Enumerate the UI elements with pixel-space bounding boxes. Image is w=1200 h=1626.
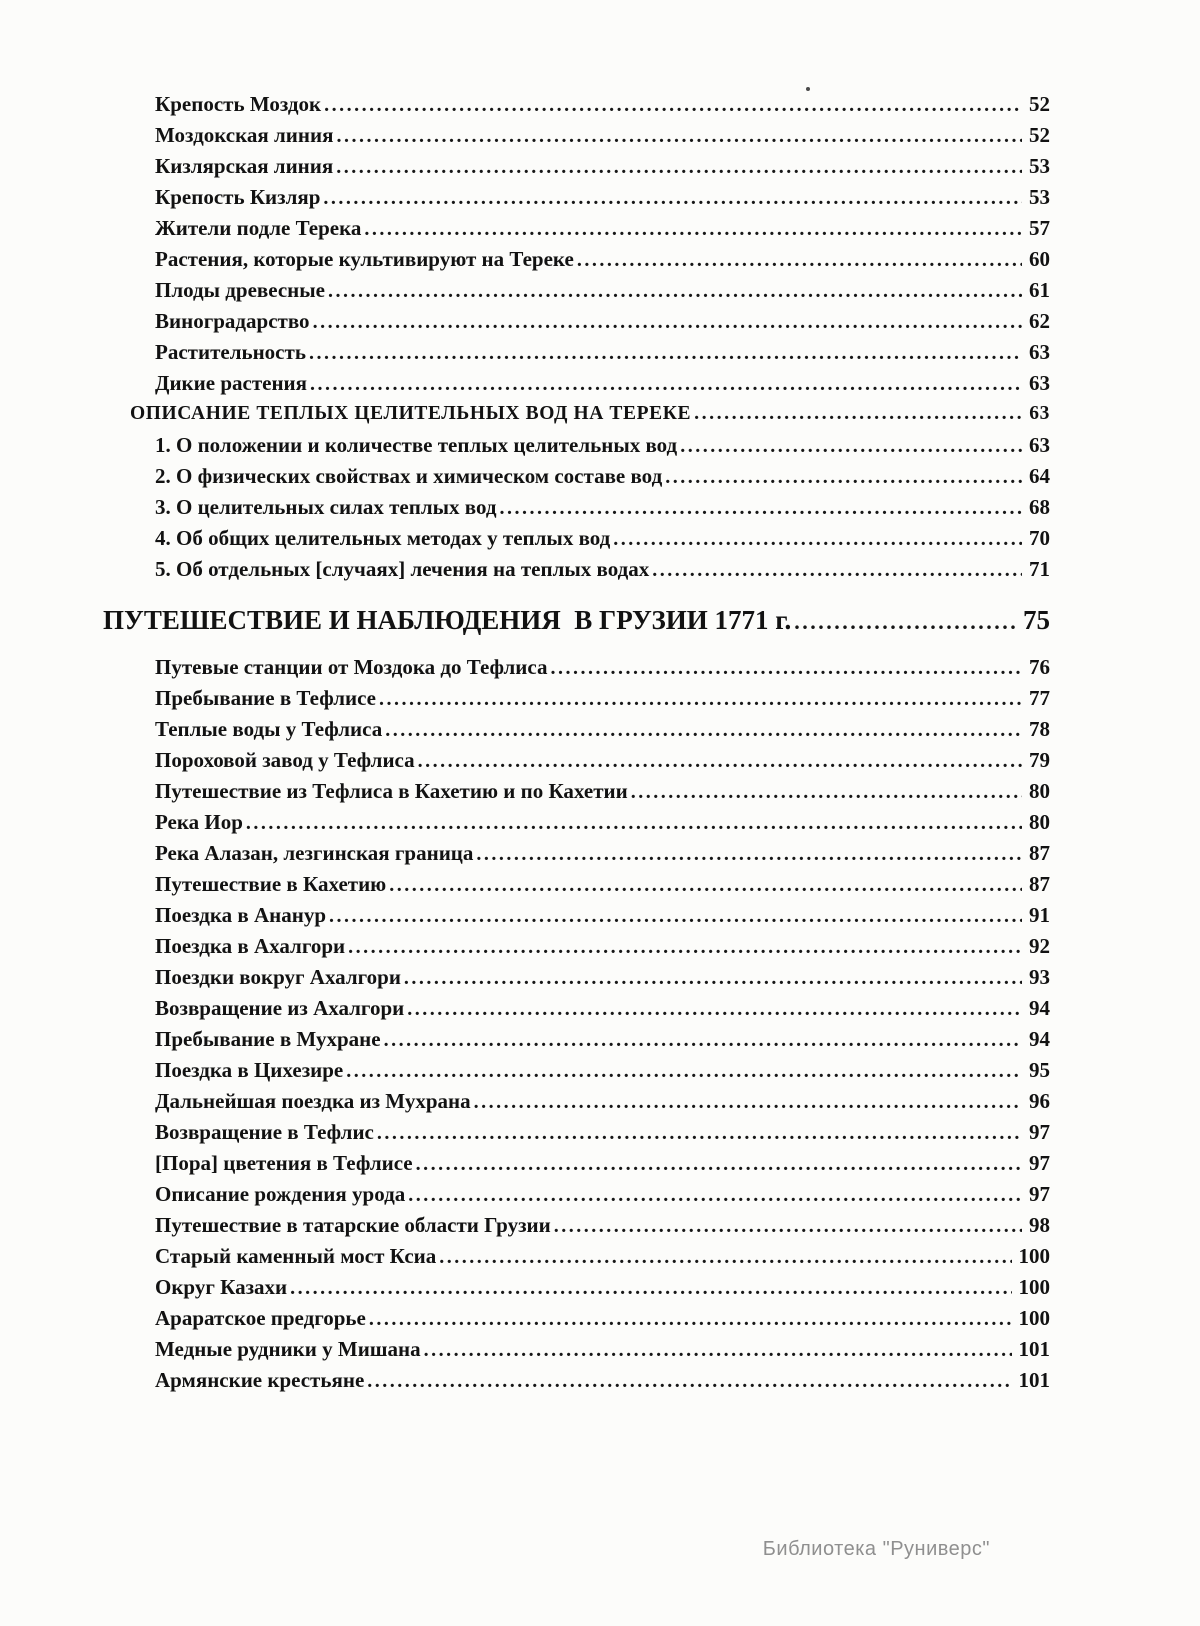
toc-entry [103, 965, 1050, 996]
toc-entry-page: 62 [1029, 309, 1050, 333]
toc-entry [103, 278, 1050, 309]
toc-entry-label: 5. Об отдельных [случаях] лечения на теплых водах [155, 557, 650, 581]
toc-entry-label: Путешествие в Кахетию [155, 872, 387, 896]
toc-entry [103, 309, 1050, 340]
toc-entry [103, 371, 1050, 402]
toc-entry-label: Армянские крестьяне [155, 1368, 365, 1392]
toc-entry-label: [Пора] цветения в Тефлисе [155, 1151, 413, 1175]
toc-entry-page: 76 [1029, 655, 1050, 679]
dot-leader [367, 1368, 1011, 1393]
toc-entry-page: 94 [1029, 1027, 1050, 1051]
toc-entry-page: 52 [1029, 123, 1050, 147]
dot-leader [694, 402, 1022, 425]
toc-entry-label: Поездка в Ахалгори [155, 934, 346, 958]
toc-entry-page: 80 [1029, 810, 1050, 834]
toc-entry-label: 1. О положении и количестве теплых целительных вод [155, 433, 678, 457]
toc-entry-label: Плоды древесные [155, 278, 325, 302]
dot-leader [346, 1058, 1022, 1083]
dot-leader [336, 154, 1022, 179]
toc-entry-label: Дикие растения [155, 371, 308, 395]
toc-entry-label: Медные рудники у Мишана [155, 1337, 421, 1361]
dot-leader [246, 810, 1022, 835]
dot-leader [369, 1306, 1012, 1331]
toc-entry [103, 495, 1050, 526]
toc-entry-page: 79 [1029, 748, 1050, 772]
dot-leader [439, 1244, 1011, 1269]
toc-entry-page: 100 [1018, 1244, 1050, 1268]
toc-entry [103, 1089, 1050, 1120]
toc-entry-page: 98 [1029, 1213, 1050, 1237]
toc-entry-label: Путешествие из Тефлиса в Кахетию и по Кахетии [155, 779, 628, 803]
dot-leader [404, 965, 1022, 990]
dot-leader [680, 433, 1022, 458]
toc-entry-label: Растения, которые культивируют на Тереке [155, 247, 574, 271]
dot-leader [364, 216, 1022, 241]
toc-entry-label: ПУТЕШЕСТВИЕ И НАБЛЮДЕНИЯ В ГРУЗИИ 1771 г. [103, 605, 792, 635]
toc-entry-label: 3. О целительных силах теплых вод [155, 495, 497, 519]
toc-entry-page: 52 [1029, 92, 1050, 116]
toc-entry [103, 1151, 1050, 1182]
toc-entry [103, 1182, 1050, 1213]
toc-entry-page: 101 [1018, 1368, 1050, 1392]
dot-leader [474, 1089, 1022, 1114]
toc-chapter-heading [103, 605, 1050, 636]
toc-entry-page: 57 [1029, 216, 1050, 240]
toc-entry-label: Пребывание в Мухране [155, 1027, 381, 1051]
dot-leader [323, 185, 1022, 210]
toc-entry [103, 996, 1050, 1027]
dot-leader [329, 903, 1022, 928]
dot-leader [613, 526, 1022, 551]
toc-entry-label: Река Иор [155, 810, 243, 834]
toc-entry [103, 748, 1050, 779]
dot-leader [554, 1213, 1022, 1238]
toc-entry-page: 95 [1029, 1058, 1050, 1082]
toc-entry-label: Река Алазан, лезгинская граница [155, 841, 474, 865]
toc-entry [103, 1306, 1050, 1337]
toc-entry-label: 2. О физических свойствах и химическом составе вод [155, 464, 663, 488]
toc-entry-page: 101 [1018, 1337, 1050, 1361]
dot-leader [328, 278, 1022, 303]
dot-leader [418, 748, 1022, 773]
toc-entry [103, 1244, 1050, 1275]
toc-entry [103, 464, 1050, 495]
toc-entry-label: Жители подле Терека [155, 216, 362, 240]
toc-entry-page: 92 [1029, 934, 1050, 958]
dot-leader [313, 309, 1022, 334]
toc-entry [103, 903, 1050, 934]
toc-entry [103, 433, 1050, 464]
toc-section-heading [103, 402, 1050, 433]
toc-entry-label: Виноградарство [155, 309, 310, 333]
toc-entry-label: ОПИСАНИЕ ТЕПЛЫХ ЦЕЛИТЕЛЬНЫХ ВОД НА ТЕРЕКЕ [130, 403, 692, 424]
dot-leader [384, 1027, 1022, 1052]
dot-leader [577, 247, 1022, 272]
toc-entry [103, 934, 1050, 965]
dot-leader [652, 557, 1022, 582]
toc-entry-label: Путешествие в татарские области Грузии [155, 1213, 551, 1237]
toc-entry-label: Кизлярская линия [155, 154, 334, 178]
toc-entry-page: 61 [1029, 278, 1050, 302]
dot-leader [309, 340, 1022, 365]
dot-leader [416, 1151, 1022, 1176]
toc-entry-page: 91 [1029, 903, 1050, 927]
toc-entry [103, 1058, 1050, 1089]
dot-leader [500, 495, 1023, 520]
dot-leader [379, 686, 1022, 711]
toc-entry-label: Округ Казахи [155, 1275, 288, 1299]
toc-entry-label: Поездка в Цихезире [155, 1058, 344, 1082]
toc-entry-page: 96 [1029, 1089, 1050, 1113]
dot-leader [551, 655, 1023, 680]
toc-entry-page: 60 [1029, 247, 1050, 271]
toc-entry-page: 68 [1029, 495, 1050, 519]
toc-entry-page: 97 [1029, 1120, 1050, 1144]
dot-leader [336, 123, 1022, 148]
toc-entry [103, 1120, 1050, 1151]
toc-entry [103, 841, 1050, 872]
toc-entry-label: Араратское предгорье [155, 1306, 366, 1330]
toc-entry [103, 655, 1050, 686]
toc-entry-page: 77 [1029, 686, 1050, 710]
toc-entry-label: Моздокская линия [155, 123, 334, 147]
toc-entry-page: 80 [1029, 779, 1050, 803]
toc-entry [103, 92, 1050, 123]
dot-leader [665, 464, 1022, 489]
dot-leader [794, 605, 1016, 636]
toc-entry [103, 557, 1050, 588]
toc-entry [103, 247, 1050, 278]
toc-entry-page: 64 [1029, 464, 1050, 488]
toc-entry-page: 63 [1029, 340, 1050, 364]
toc-entry-label: Пребывание в Тефлисе [155, 686, 377, 710]
toc-entry-label: Описание рождения урода [155, 1182, 406, 1206]
toc-entry [103, 872, 1050, 903]
toc-entry [103, 340, 1050, 371]
dot-leader [631, 779, 1022, 804]
toc-entry [103, 779, 1050, 810]
toc-entry-page: 100 [1018, 1275, 1050, 1299]
dot-leader [476, 841, 1022, 866]
toc-entry [103, 1213, 1050, 1244]
toc-entry-label: Поездки вокруг Ахалгори [155, 965, 401, 989]
toc-entry-page: 63 [1029, 433, 1050, 457]
dot-leader [424, 1337, 1012, 1362]
toc-entry [103, 1368, 1050, 1399]
toc-entry-page: 70 [1029, 526, 1050, 550]
dot-leader [310, 371, 1022, 396]
toc-entry-label: Теплые воды у Тефлиса [155, 717, 383, 741]
toc-entry-page: 63 [1029, 371, 1050, 395]
toc-entry-page: 75 [1023, 605, 1050, 635]
toc-entry-page: 71 [1029, 557, 1050, 581]
toc-entry-page: 87 [1029, 841, 1050, 865]
toc-entry-label: Крепость Кизляр [155, 185, 321, 209]
toc-entry-page: 93 [1029, 965, 1050, 989]
toc-entry-page: 53 [1029, 154, 1050, 178]
toc-entry [103, 717, 1050, 748]
table-of-contents [103, 92, 1050, 1399]
dot-leader [290, 1275, 1011, 1300]
toc-entry-page: 94 [1029, 996, 1050, 1020]
toc-entry-page: 87 [1029, 872, 1050, 896]
toc-entry [103, 154, 1050, 185]
toc-entry [103, 216, 1050, 247]
toc-entry-label: Путевые станции от Моздока до Тефлиса [155, 655, 548, 679]
dot-leader [385, 717, 1022, 742]
toc-entry [103, 123, 1050, 154]
toc-entry [103, 810, 1050, 841]
dot-leader [348, 934, 1022, 959]
toc-entry [103, 1027, 1050, 1058]
dot-leader [389, 872, 1022, 897]
toc-entry [103, 1337, 1050, 1368]
dot-leader [407, 996, 1022, 1021]
toc-entry-page: 97 [1029, 1151, 1050, 1175]
toc-entry-label: Возвращение в Тефлис [155, 1120, 374, 1144]
toc-entry-label: Возвращение из Ахалгори [155, 996, 405, 1020]
toc-entry-page: 78 [1029, 717, 1050, 741]
toc-entry-page: 100 [1018, 1306, 1050, 1330]
toc-entry-page: 53 [1029, 185, 1050, 209]
dot-leader [377, 1120, 1022, 1145]
toc-entry [103, 686, 1050, 717]
scan-artifact-dot [806, 87, 810, 91]
library-watermark: Библиотека "Руниверс" [762, 1538, 990, 1560]
toc-entry-page: 97 [1029, 1182, 1050, 1206]
dot-leader [408, 1182, 1022, 1207]
toc-entry-label: Крепость Моздок [155, 92, 322, 116]
toc-entry-label: Старый каменный мост Ксиа [155, 1244, 437, 1268]
toc-entry-label: Поездка в Ананур [155, 903, 327, 927]
toc-entry-label: Дальнейшая поездка из Мухрана [155, 1089, 471, 1113]
toc-entry [103, 526, 1050, 557]
toc-entry-page: 63 [1029, 403, 1050, 424]
toc-entry-label: Растительность [155, 340, 306, 364]
toc-entry-label: Пороховой завод у Тефлиса [155, 748, 415, 772]
toc-entry [103, 1275, 1050, 1306]
toc-entry [103, 185, 1050, 216]
toc-entry-label: 4. Об общих целительных методах у теплых вод [155, 526, 611, 550]
dot-leader [324, 92, 1022, 117]
